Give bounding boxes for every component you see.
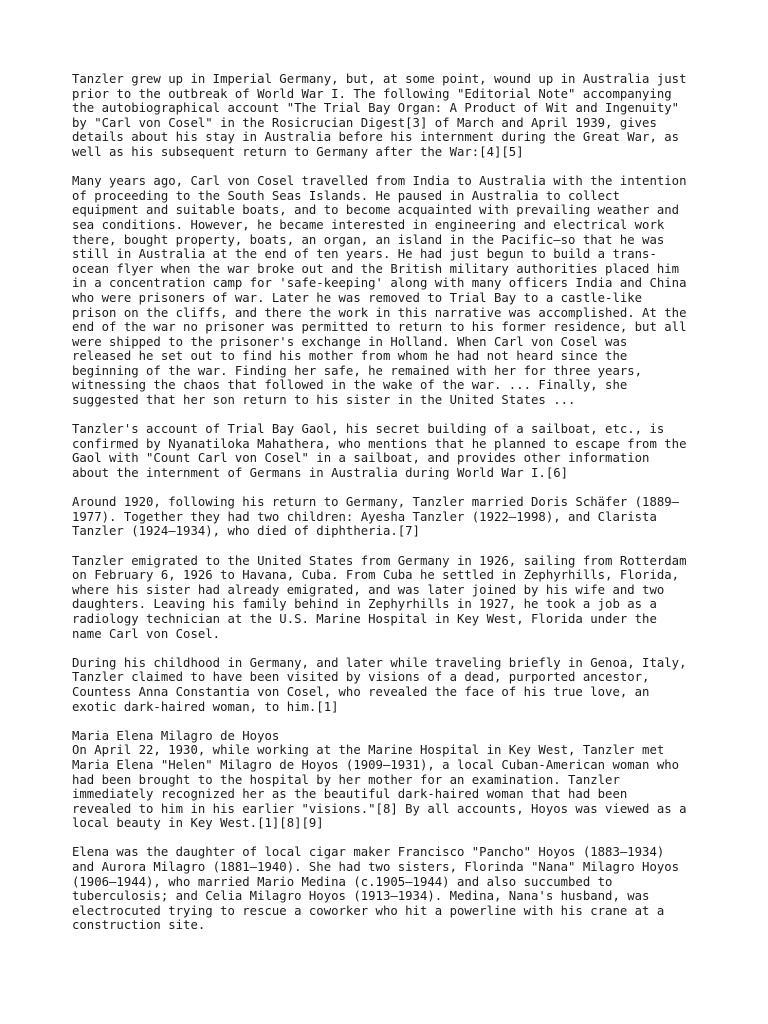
- document-page: [72, 72, 712, 948]
- section-heading: Maria Elena Milagro de Hoyos: [72, 728, 280, 743]
- paragraph-upbringing: Tanzler grew up in Imperial Germany, but, at some point, wound up in Australia just prior to the outbreak of World War I. The following "Editorial Note" accompanying the autobiographical account "The Trial Bay Organ: A Product of Wit and Ingenuity" by "Carl von Cosel" in the Rosicrucian Digest[3] of March and April 1939, gives details about his stay in Australia before his internment during the Great War, as well as his subsequent return to Germany after the War:[4][5]: [72, 72, 687, 159]
- paragraph-marriage: Around 1920, following his return to Germany, Tanzler married Doris Schäfer (1889– 1977). Together they had two children: Ayesha Tanzler (1922–1998), and Clarista Tanzler (1924–1934), who died of diphtheria.[7]: [72, 495, 680, 539]
- section-maria-elena: [72, 729, 712, 831]
- paragraph-visions: During his childhood in Germany, and later while traveling briefly in Genoa, Italy, Tanzler claimed to have been visited by visions of a dead, purported ancestor, Countess Anna Constantia von Cosel, who revealed the face of his true love, an exotic dark-haired woman, to him.[1]: [72, 655, 687, 714]
- paragraph-emigration: Tanzler emigrated to the United States from Germany in 1926, sailing from Rotterdam on February 6, 1926 to Havana, Cuba. From Cuba he settled in Zephyrhills, Florida, where his sister had already emigrated, and was later joined by his wife and two daughters. Leaving his family behind in Zephyrhills in 1927, he took a job as a radiology technician at the U.S. Marine Hospital in Key West, Florida under the name Carl von Cosel.: [72, 553, 687, 641]
- paragraph-editorial-note: Many years ago, Carl von Cosel travelled from India to Australia with the intention of proceeding to the South Seas Islands. He paused in Australia to collect equipment and suitable boats, and to become acquainted with prevailing weather and sea conditions. However, he became interested in engineering and electrical work there, bought property, boats, an organ, an island in the Pacific—so that he was still in Australia at the end of ten years. He had just begun to build a trans- ocean flyer when the war broke out and the British military authorities placed him in a concentration camp for 'safe-keeping' along with many officers India and China who were prisoners of war. Later he was removed to Trial Bay to a castle-like prison on the cliffs, and there the work in this narrative was accomplished. At the end of the war no prisoner was permitted to return to his former residence, but all were shipped to the prisoner's exchange in Holland. When Carl von Cosel was released he set out to find his mother from whom he had not heard since the beginning of the war. Finding her safe, he remained with her for three years, witnessing the chaos that followed in the wake of the war. ... Finally, she suggested that her son return to his sister in the United States ...: [72, 174, 687, 408]
- paragraph-family: Elena was the daughter of local cigar maker Francisco "Pancho" Hoyos (1883–1934) and Aurora Milagro (1881–1940). She had two sisters, Florinda "Nana" Milagro Hoyos (1906–1944), who married Mario Medina (c.1905–1944) and also succumbed to tuberculosis; and Celia Milagro Hoyos (1913–1934). Medina, Nana's husband, was electrocuted trying to rescue a coworker who hit a powerline with his crane at a construction site.: [72, 845, 680, 933]
- paragraph-trial-bay-gaol: Tanzler's account of Trial Bay Gaol, his secret building of a sailboat, etc., is confirmed by Nyanatiloka Mahathera, who mentions that he planned to escape from the Gaol with "Count Carl von Cosel" in a sailboat, and provides other information about the internment of Germans in Australia during World War I.[6]: [72, 422, 687, 481]
- paragraph-meeting: On April 22, 1930, while working at the Marine Hospital in Key West, Tanzler met Maria Elena "Helen" Milagro de Hoyos (1909–1931), a local Cuban-American woman who had been brought to the hospital by her mother for an examination. Tanzler immediately recognized her as the beautiful dark-haired woman that had been revealed to him in his earlier "visions."[8] By all accounts, Hoyos was viewed as a local beauty in Key West.[1][8][9]: [72, 743, 687, 831]
